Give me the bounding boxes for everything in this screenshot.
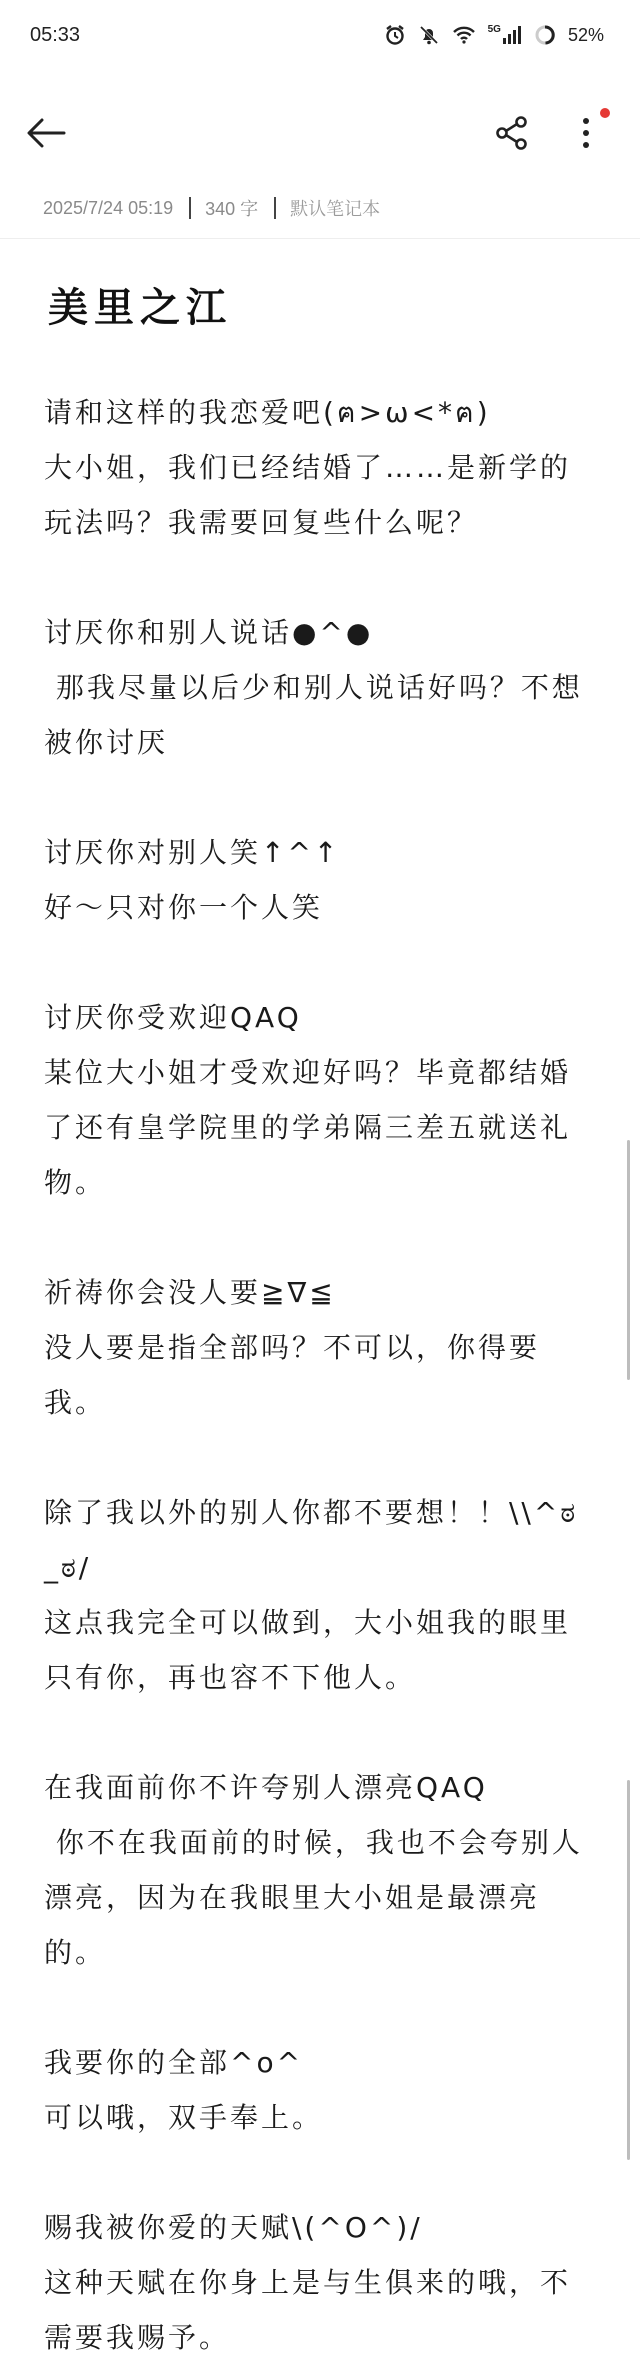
note-line: 被你讨厌 [44, 726, 169, 759]
note-folder[interactable]: 默认笔记本 [290, 199, 381, 219]
note-body[interactable] [44, 385, 584, 2365]
note-datetime: 2025/7/24 05:19 [43, 197, 174, 218]
signal-icon [488, 25, 522, 45]
share-icon [494, 115, 530, 155]
note-line: 了还有皇学院里的学弟隔三差五就送礼 [44, 1111, 572, 1144]
note-line: 那我尽量以后少和别人说话好吗？不想 [44, 671, 583, 704]
note-line: 只有你，再也容不下他人。 [44, 1661, 417, 1694]
wifi-icon [452, 25, 476, 45]
note-line: 我。 [44, 1386, 107, 1419]
note-word-count: 340 字 [205, 199, 259, 219]
note-line: 讨厌你受欢迎QAQ [44, 1001, 302, 1034]
mute-icon [418, 24, 440, 46]
alarm-icon [384, 24, 406, 46]
notification-dot [600, 108, 610, 118]
note-line: 讨厌你和别人说话●^● [44, 616, 374, 649]
more-button[interactable] [562, 111, 610, 159]
meta-divider [189, 197, 191, 219]
battery-icon [534, 24, 556, 46]
note-meta [43, 193, 380, 223]
note-line: 漂亮，因为在我眼里大小姐是最漂亮 [44, 1881, 541, 1914]
note-line: 赐我被你爱的天赋\(^O^)/ [44, 2211, 423, 2244]
arrow-left-icon [26, 117, 66, 153]
note-line [44, 1210, 584, 1265]
header-divider [0, 238, 640, 239]
status-bar [0, 0, 640, 70]
note-line [44, 935, 584, 990]
note-line: 好～只对你一个人笑 [44, 891, 324, 924]
more-vertical-icon [580, 115, 592, 155]
note-line [44, 1430, 584, 1485]
note-line [44, 1980, 584, 2035]
note-line: 这种天赋在你身上是与生俱来的哦，不 [44, 2266, 572, 2299]
status-time: 05:33 [30, 23, 81, 46]
note-line: 在我面前你不许夸别人漂亮QAQ [44, 1771, 488, 1804]
battery-percent: 52% [567, 24, 604, 45]
note-line: 你不在我面前的时候，我也不会夸别人 [44, 1826, 583, 1859]
note-line: 物。 [44, 1166, 107, 1199]
status-icons [384, 24, 604, 46]
share-button[interactable] [488, 111, 536, 159]
note-line: 祈祷你会没人要≧∇≦ [44, 1276, 336, 1309]
meta-divider [274, 197, 276, 219]
scrollbar-thumb[interactable] [627, 1780, 630, 2160]
note-line: 请和这样的我恋爱吧(ฅ>ω<*ฅ) [44, 396, 491, 429]
note-title[interactable]: 美里之江 [48, 284, 232, 331]
note-line: 除了我以外的别人你都不要想！！\\^ಠ_ಠ/ [44, 1496, 579, 1584]
note-line [44, 550, 584, 605]
note-line: 大小姐，我们已经结婚了……是新学的 [44, 451, 572, 484]
scrollbar-thumb[interactable] [627, 1140, 630, 1380]
note-line: 的。 [44, 1936, 107, 1969]
note-line: 可以哦，双手奉上。 [44, 2101, 324, 2134]
app-bar [0, 95, 640, 175]
note-line: 这点我完全可以做到，大小姐我的眼里 [44, 1606, 572, 1639]
note-line: 玩法吗？我需要回复些什么呢？ [44, 506, 479, 539]
note-line: 没人要是指全部吗？不可以，你得要 [44, 1331, 541, 1364]
note-line: 需要我赐予。 [44, 2321, 231, 2354]
network-label: 5G [487, 24, 501, 35]
note-line [44, 770, 584, 825]
note-line: 讨厌你对别人笑↑^↑ [44, 836, 341, 869]
note-line [44, 1705, 584, 1760]
note-line [44, 2145, 584, 2200]
note-line: 我要你的全部^o^ [44, 2046, 304, 2079]
note-line: 某位大小姐才受欢迎好吗？毕竟都结婚 [44, 1056, 572, 1089]
back-button[interactable] [22, 111, 70, 159]
